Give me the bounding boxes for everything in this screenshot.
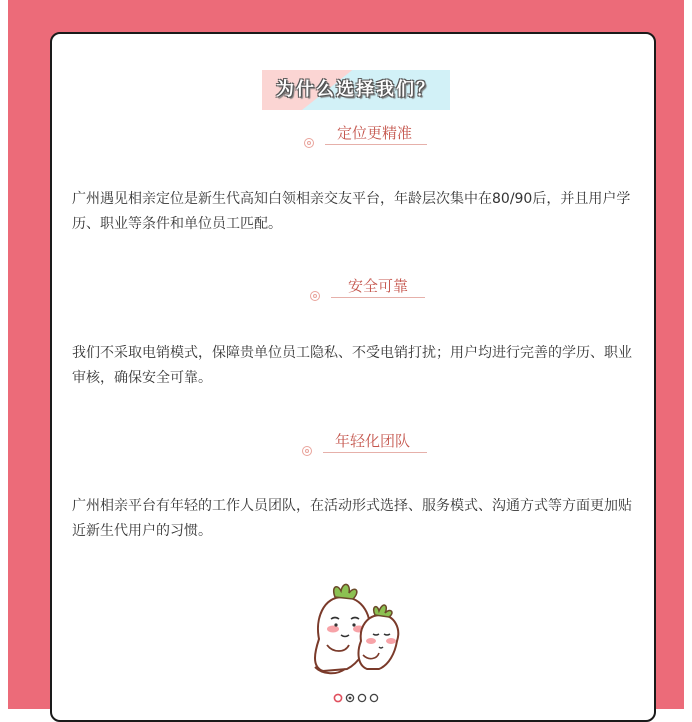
pink-frame [8, 0, 684, 709]
section-underline-2 [331, 297, 425, 298]
heading-text: 为什么选择我们？ [276, 79, 436, 100]
page-dot-3[interactable] [358, 694, 365, 701]
double-circle-icon [302, 446, 312, 456]
section-header-2 [310, 275, 440, 305]
section-body-1: 广州遇见相亲定位是新生代高知白领相亲交友平台，年龄层次集中在80/90后，并且用户学历、职业等条件和单位员工匹配。 [72, 191, 631, 232]
section-title-1: 定位更精准 [337, 124, 413, 142]
page-dot-4[interactable] [370, 694, 377, 701]
section-body-3: 广州相亲平台有年轻的工作人员团队，在活动形式选择、服务模式、沟通方式等方面更加贴近新生代用户的习惯。 [72, 498, 632, 539]
content-card [50, 32, 656, 722]
double-circle-icon [310, 291, 320, 301]
section-title-2: 安全可靠 [348, 277, 409, 295]
radish-couple-illustration [293, 579, 415, 675]
page-dot-2-active [349, 697, 352, 700]
why-choose-us-heading [262, 70, 450, 110]
section-body-2: 我们不采取电销模式，保障贵单位员工隐私、不受电销打扰；用户均进行完善的学历、职业审核，确保安全可靠。 [72, 345, 632, 386]
section-underline-3 [323, 452, 427, 453]
pagination-dots[interactable] [333, 692, 379, 704]
section-header-3 [302, 430, 432, 460]
page-dot-1[interactable] [334, 694, 341, 701]
section-underline-1 [325, 144, 427, 145]
double-circle-icon [304, 138, 314, 148]
section-title-3: 年轻化团队 [335, 432, 411, 450]
section-header-1 [304, 122, 434, 152]
